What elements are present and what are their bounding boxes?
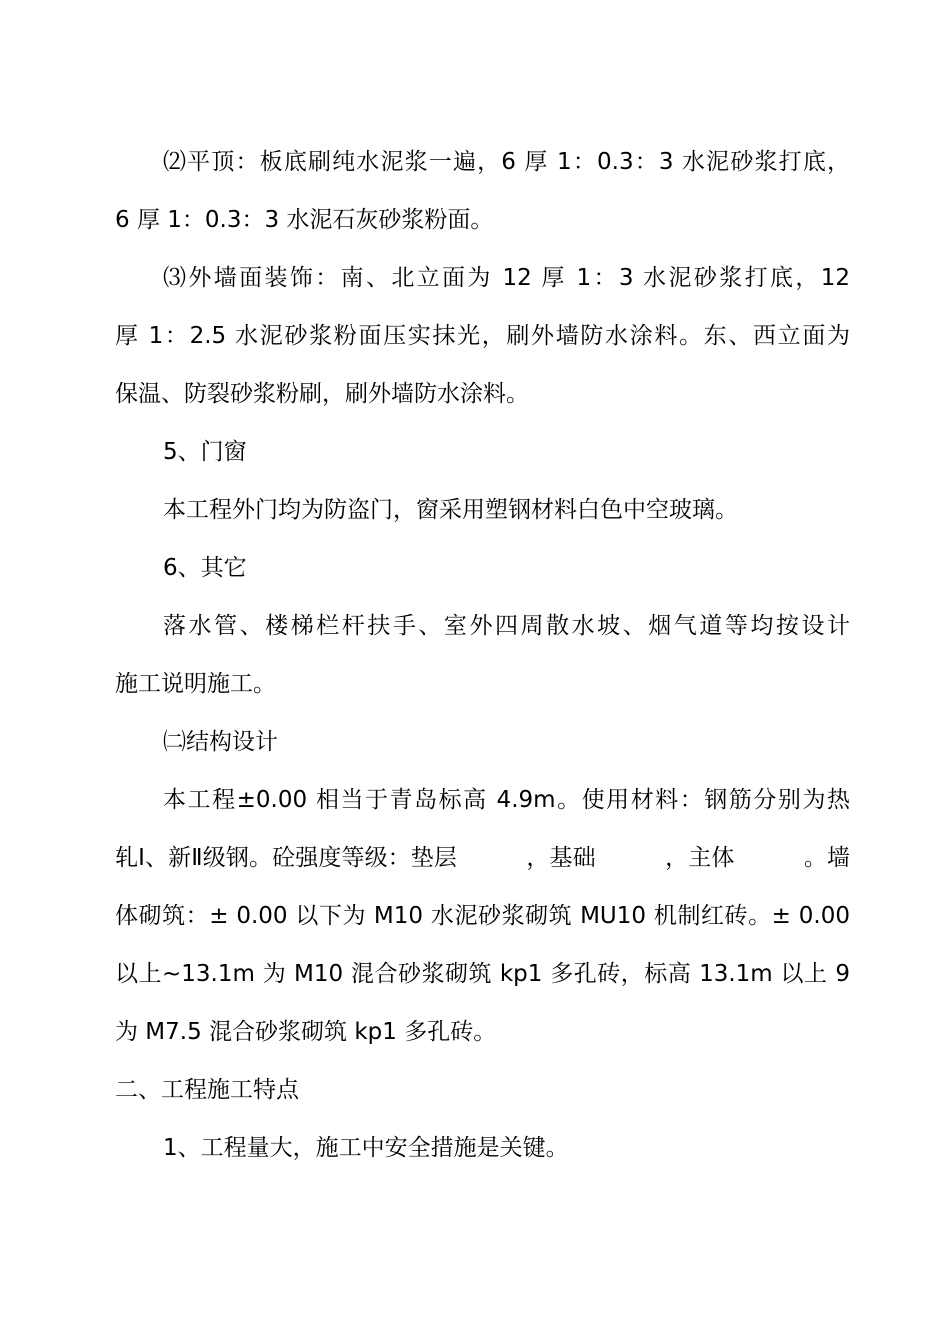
paragraph-line: 保温、防裂砂浆粉刷，刷外墙防水涂料。: [115, 381, 529, 407]
paragraph-line: 本工程外门均为防盗门，窗采用塑钢材料白色中空玻璃。: [163, 497, 738, 523]
section-heading: ㈡结构设计: [163, 729, 278, 755]
paragraph-line: ⑶外墙面装饰：南、北立面为 12 厚 1：3 水泥砂浆打底，12: [163, 265, 850, 291]
paragraph-line: 以上~13.1m 为 M10 混合砂浆砌筑 kp1 多孔砖，标高 13.1m 以上 9: [115, 961, 850, 987]
paragraph-line: 厚 1：2.5 水泥砂浆粉面压实抹光，刷外墙防水涂料。东、西立面为: [115, 323, 850, 349]
paragraph-line: 6 厚 1：0.3：3 水泥石灰砂浆粉面。: [115, 207, 494, 233]
section-heading: 1、工程量大，施工中安全措施是关键。: [163, 1135, 569, 1161]
paragraph-line: 施工说明施工。: [115, 671, 276, 697]
section-heading: 6、其它: [163, 555, 247, 581]
chapter-heading: 二、工程施工特点: [115, 1077, 299, 1103]
paragraph-line: ⑵平顶：板底刷纯水泥浆一遍，6 厚 1：0.3：3 水泥砂浆打底，: [163, 149, 850, 175]
paragraph-line: 落水管、楼梯栏杆扶手、室外四周散水坡、烟气道等均按设计: [163, 613, 850, 639]
paragraph-line: 轧Ⅰ、新Ⅱ级钢。砼强度等级：垫层 ，基础 ，主体 。墙: [115, 845, 850, 871]
paragraph-line: 体砌筑：± 0.00 以下为 M10 水泥砂浆砌筑 MU10 机制红砖。± 0.00: [115, 903, 850, 929]
paragraph-line: 为 M7.5 混合砂浆砌筑 kp1 多孔砖。: [115, 1019, 497, 1045]
paragraph-line: 本工程±0.00 相当于青岛标高 4.9m。使用材料：钢筋分别为热: [163, 787, 850, 813]
section-heading: 5、门窗: [163, 439, 247, 465]
